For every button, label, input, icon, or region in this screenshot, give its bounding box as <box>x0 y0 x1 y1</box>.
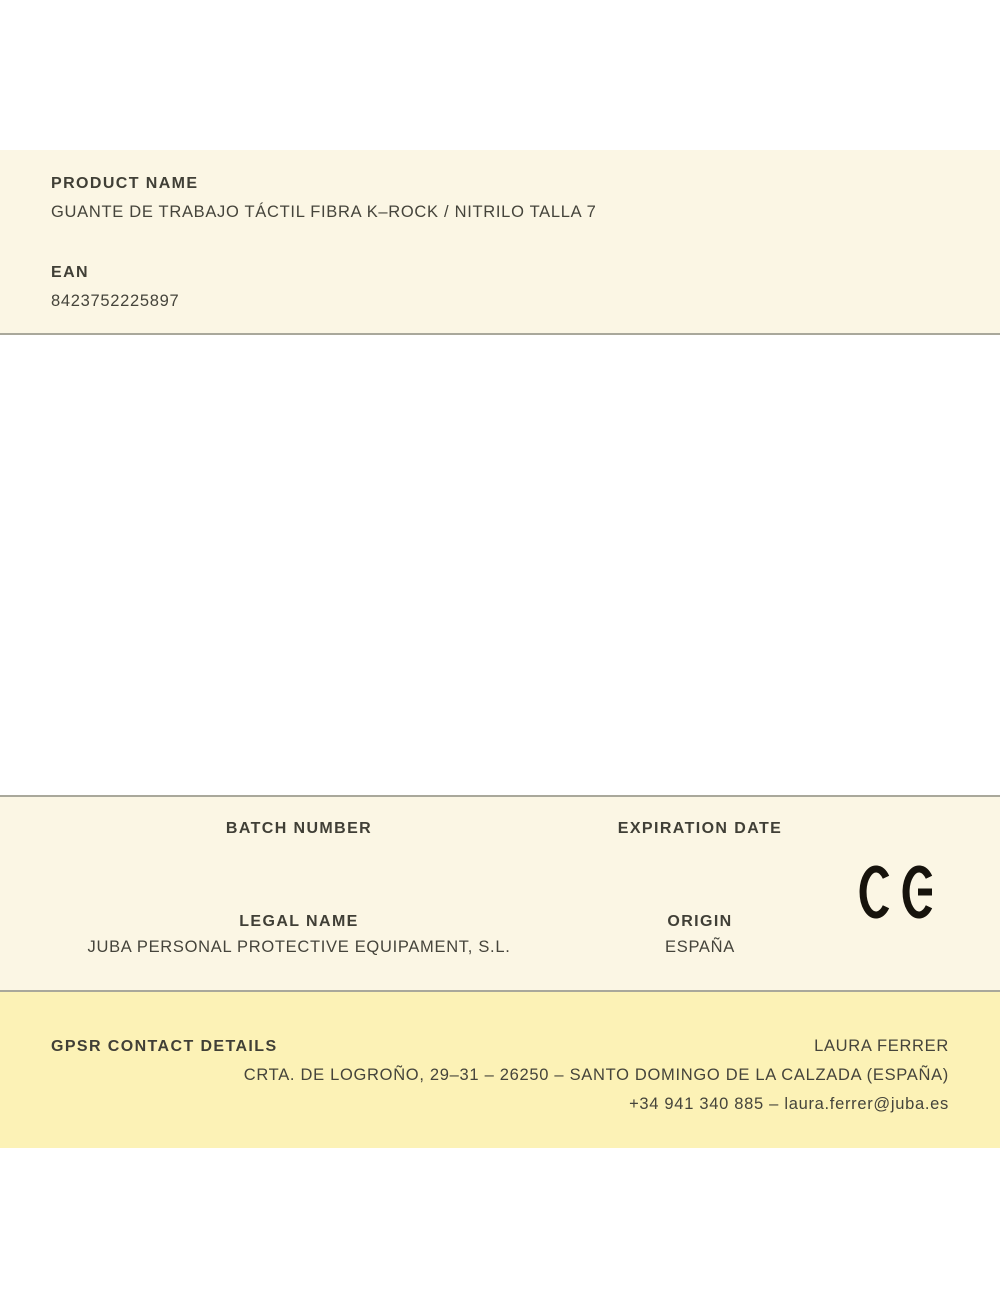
ce-marking-icon <box>858 864 938 920</box>
contact-phone-email: +34 941 340 885 – laura.ferrer@juba.es <box>629 1095 949 1113</box>
gpsr-contact-section <box>0 992 1000 1148</box>
bottom-margin <box>0 1148 1000 1300</box>
ean-label: EAN <box>51 264 89 281</box>
batch-number-label: BATCH NUMBER <box>225 820 373 837</box>
origin-value: ESPAÑA <box>665 938 735 956</box>
expiration-date-label: EXPIRATION DATE <box>617 820 783 837</box>
gpsr-row-1 <box>51 1032 949 1061</box>
batch-info-section <box>0 795 1000 992</box>
gpsr-label: GPSR CONTACT DETAILS <box>51 1038 278 1055</box>
product-info-section <box>0 150 1000 335</box>
ean-field <box>51 263 949 312</box>
middle-blank-area <box>0 335 1000 795</box>
product-name-label: PRODUCT NAME <box>51 175 199 192</box>
legal-name-value: JUBA PERSONAL PROTECTIVE EQUIPAMENT, S.L. <box>87 938 511 956</box>
contact-name: LAURA FERRER <box>814 1037 949 1055</box>
product-name-value: GUANTE DE TRABAJO TÁCTIL FIBRA K–ROCK / NITRILO TALLA 7 <box>51 203 597 221</box>
ean-value: 8423752225897 <box>51 292 180 310</box>
origin-label: ORIGIN <box>667 913 733 930</box>
top-margin <box>0 0 1000 150</box>
legal-name-label: LEGAL NAME <box>239 913 359 930</box>
product-name-field <box>51 174 949 223</box>
contact-address: CRTA. DE LOGROÑO, 29–31 – 26250 – SANTO DOMINGO DE LA CALZADA (ESPAÑA) <box>243 1066 949 1084</box>
